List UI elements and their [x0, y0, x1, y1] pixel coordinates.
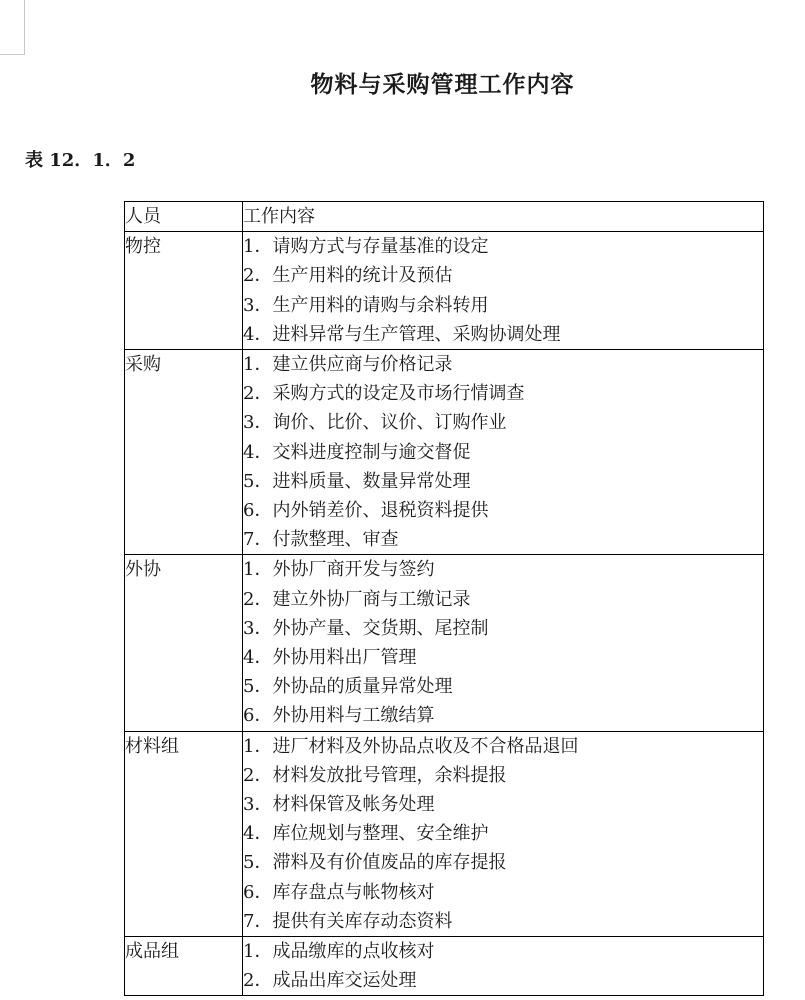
- tasks-cell: [243, 937, 764, 996]
- header-personnel: 人员: [125, 202, 243, 232]
- tasks-cell: [243, 232, 764, 350]
- task-item: 6．外协用料与工缴结算: [243, 705, 435, 727]
- task-item: 6．库存盘点与帐物核对: [243, 881, 435, 903]
- task-item: 1．请购方式与存量基准的设定: [243, 236, 489, 258]
- task-item: 5．外协品的质量异常处理: [243, 676, 453, 698]
- role-cell: 成品组: [125, 937, 243, 996]
- page-corner-mark: [0, 0, 25, 55]
- task-item: 7．提供有关库存动态资料: [243, 910, 453, 932]
- task-item: 2．材料发放批号管理，余料提报: [243, 764, 507, 786]
- table-row: [125, 350, 764, 555]
- task-item: 1．外协厂商开发与签约: [243, 559, 435, 581]
- role-cell: 采购: [125, 350, 243, 555]
- work-content-table: [124, 201, 764, 996]
- task-item: 2．生产用料的统计及预估: [243, 265, 453, 287]
- task-item: 1．进厂材料及外协品点收及不合格品退回: [243, 735, 579, 757]
- table-row: [125, 937, 764, 996]
- task-item: 3．材料保管及帐务处理: [243, 794, 435, 816]
- task-item: 2．成品出库交运处理: [243, 970, 417, 992]
- task-item: 7．付款整理、审查: [243, 529, 399, 551]
- role-cell: 材料组: [125, 731, 243, 936]
- task-item: 4．库位规划与整理、安全维护: [243, 823, 489, 845]
- document-title: 物料与采购管理工作内容: [310, 71, 575, 98]
- task-item: 4．进料异常与生产管理、采购协调处理: [243, 323, 561, 345]
- task-item: 2．建立外协厂商与工缴记录: [243, 588, 471, 610]
- task-item: 4．交料进度控制与逾交督促: [243, 441, 471, 463]
- role-cell: 外协: [125, 555, 243, 731]
- tasks-cell: [243, 555, 764, 731]
- table-row: [125, 555, 764, 731]
- task-item: 3．询价、比价、议价、订购作业: [243, 412, 507, 434]
- table-row: [125, 232, 764, 350]
- role-cell: 物控: [125, 232, 243, 350]
- task-item: 4．外协用料出厂管理: [243, 647, 417, 669]
- task-item: 1．成品缴库的点收核对: [243, 941, 435, 963]
- task-item: 5．进料质量、数量异常处理: [243, 470, 471, 492]
- header-work-content: 工作内容: [243, 202, 764, 232]
- task-item: 1．建立供应商与价格记录: [243, 354, 453, 376]
- table-row: [125, 731, 764, 936]
- task-item: 2．采购方式的设定及市场行情调查: [243, 383, 525, 405]
- task-item: 6．内外销差价、退税资料提供: [243, 500, 489, 522]
- table-header-row: [125, 202, 764, 232]
- tasks-cell: [243, 731, 764, 936]
- table-label: 表 12．1．2: [25, 150, 136, 171]
- task-item: 3．外协产量、交货期、尾控制: [243, 617, 489, 639]
- task-item: 3．生产用料的请购与余料转用: [243, 294, 489, 316]
- tasks-cell: [243, 350, 764, 555]
- task-item: 5．滞料及有价值废品的库存提报: [243, 852, 507, 874]
